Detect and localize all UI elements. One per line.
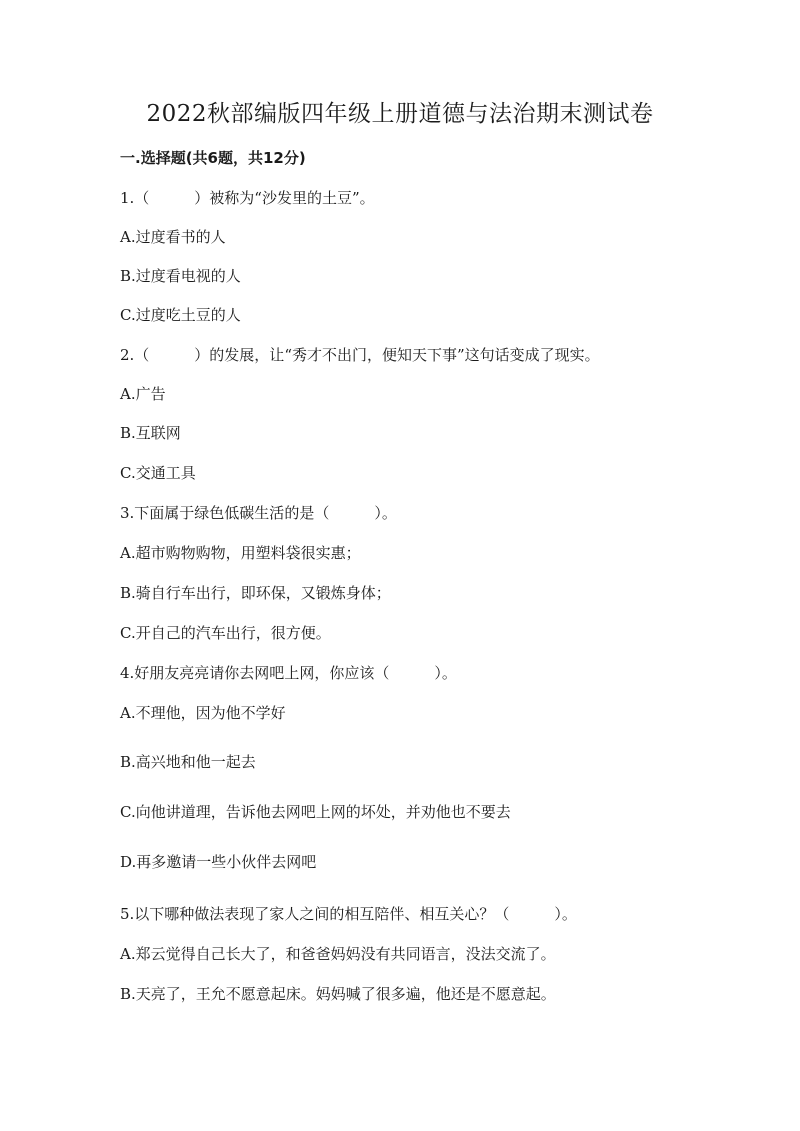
question-1-stem: 1.（ ）被称为“沙发里的土豆”。 — [120, 189, 375, 207]
question-2-stem: 2.（ ）的发展，让“秀才不出门，便知天下事”这句话变成了现实。 — [120, 346, 600, 364]
question-5-option-b: B.天亮了，王允不愿意起床。妈妈喊了很多遍，他还是不愿意起。 — [120, 985, 556, 1003]
question-2-option-b: B.互联网 — [120, 424, 181, 442]
question-3-option-c: C.开自己的汽车出行，很方便。 — [120, 624, 331, 642]
question-1-option-b: B.过度看电视的人 — [120, 267, 241, 285]
question-3-option-a: A.超市购物购物，用塑料袋很实惠； — [120, 544, 361, 562]
question-4-option-a: A.不理他，因为他不学好 — [120, 704, 286, 722]
question-3-stem: 3.下面属于绿色低碳生活的是（ ）。 — [120, 504, 397, 522]
section-heading: 一.选择题(共6题，共12分) — [120, 149, 306, 167]
question-2-option-c: C.交通工具 — [120, 464, 196, 482]
question-5-stem: 5.以下哪种做法表现了家人之间的相互陪伴、相互关心？（ ）。 — [120, 905, 577, 923]
question-2-option-a: A.广告 — [120, 385, 166, 403]
question-1-option-c: C.过度吃土豆的人 — [120, 306, 241, 324]
question-4-option-c: C.向他讲道理，告诉他去网吧上网的坏处，并劝他也不要去 — [120, 803, 511, 821]
question-3-option-b: B.骑自行车出行，即环保，又锻炼身体； — [120, 584, 391, 602]
question-1-option-a: A.过度看书的人 — [120, 228, 226, 246]
exam-title: 2022秋部编版四年级上册道德与法治期末测试卷 — [146, 101, 654, 127]
question-5-option-a: A.郑云觉得自己长大了，和爸爸妈妈没有共同语言，没法交流了。 — [120, 945, 556, 963]
question-4-option-d: D.再多邀请一些小伙伴去网吧 — [120, 853, 317, 871]
question-4-option-b: B.高兴地和他一起去 — [120, 753, 256, 771]
question-4-stem: 4.好朋友亮亮请你去网吧上网，你应该（ ）。 — [120, 664, 457, 682]
